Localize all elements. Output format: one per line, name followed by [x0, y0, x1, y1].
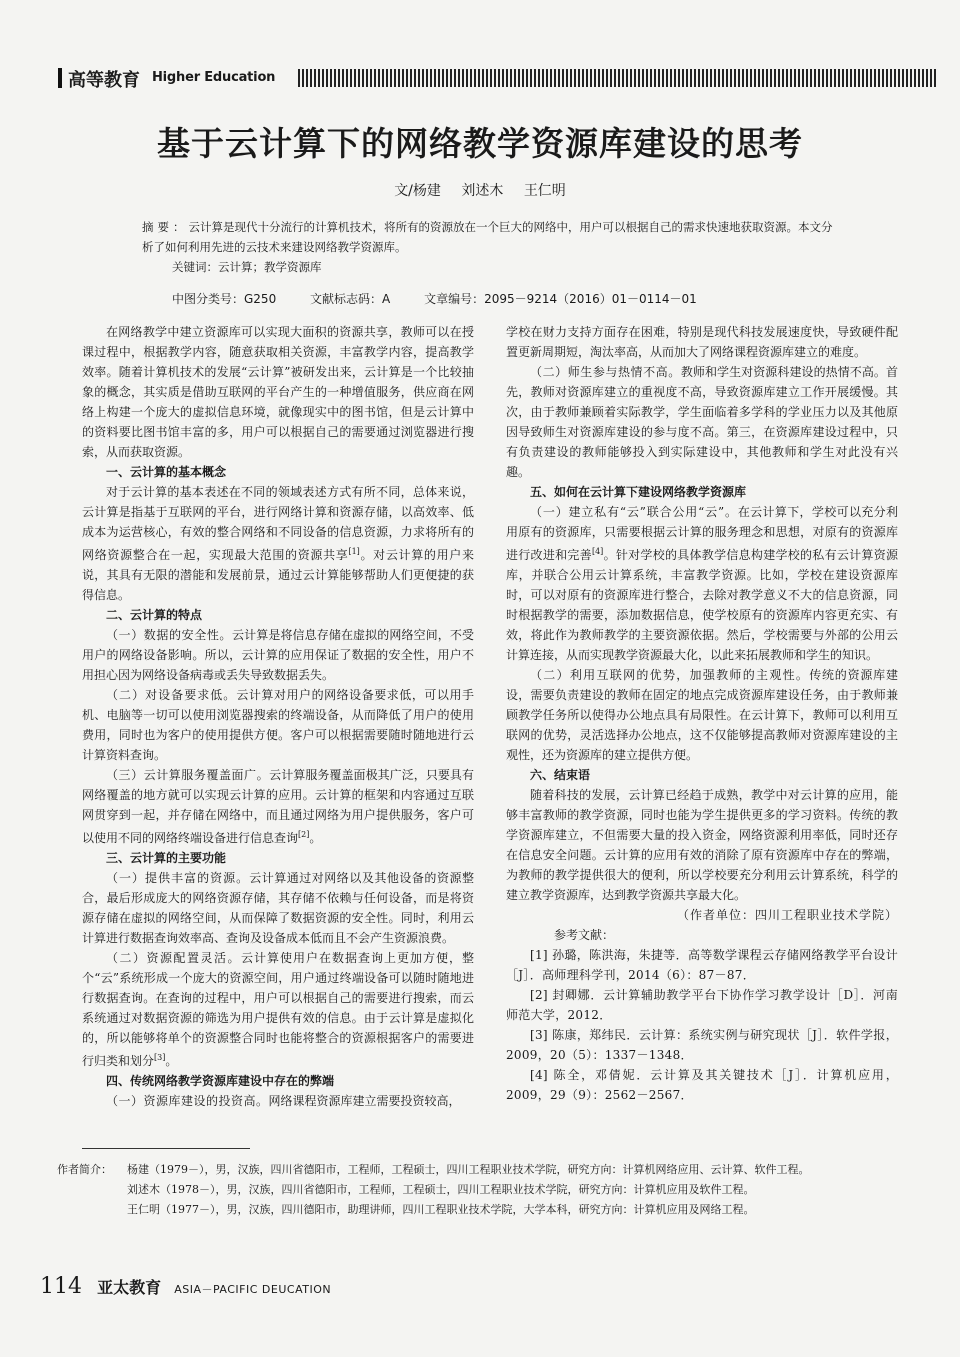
- section-2-heading: 二、云计算的特点: [106, 608, 203, 622]
- header-section-cn: 高等教育: [68, 70, 140, 91]
- conclusion-paragraph: 随着科技的发展，云计算已经趋于成熟，教学中对云计算的应用，能够丰富教师的教学资源，同时也能为学生提供更多的学习资料。传统的教学资源库建立，不但需要大量的投入资金，网络资源利用率低，同时还存在信息安全问题。云计算的应用有效的消除了原有资源库中存在的弊端，为教师的教学提供很大的便利，所以学校要充分利用云计算系统，科学的建立教学资源库，达到教学资源共享最大化。: [506, 788, 898, 902]
- bios-label: 作者简介：: [57, 1163, 112, 1176]
- section-4-heading: 四、传统网络教学资源库建设中存在的弊端: [106, 1074, 335, 1088]
- section-3-item-2: （二）资源配置灵活。云计算使用户在数据查询上更加方便，整个“云”系统形成一个庞大的资源空间，用户通过终端设备可以随时随地进行数据查询。在查询的过程中，用户可以根据自己的需要进行搜索，而云系统通过对数据资源的筛选为用户提供有效的信息。由于云计算是虚拟化的，所以能够将单个的资源整合同时也能将整合的资源根据客户的需要进行归类和划分[3]。: [82, 951, 474, 1068]
- article-number: 文章编号：2095－9214（2016）01－0114－01: [424, 292, 697, 306]
- page-number: 114: [40, 1274, 82, 1299]
- section-2-item-2: （二）对设备要求低。云计算对用户的网络设备要求低，可以用手机、电脑等一切可以使用浏览器搜索的终端设备，从而降低了用户的使用费用，同时也为客户的使用提供方便。客户可以根据需要随时随地进行云计算资料查询。: [82, 688, 474, 762]
- article-meta: [172, 290, 727, 307]
- keywords-text: 云计算；教学资源库: [218, 260, 322, 274]
- section-6-heading: 六、结束语: [530, 768, 591, 782]
- article-title: 基于云计算下的网络教学资源库建设的思考: [157, 124, 803, 163]
- section-2-item-3: （三）云计算服务覆盖面广。云计算服务覆盖面极其广泛，只要具有网络覆盖的地方就可以实现云计算的应用。云计算的框架和内容通过互联网贯穿到一起，并存储在网络中，而且通过网络为用户提供服务，客户可以使用不同的网络终端设备进行信息查询[2]。: [82, 768, 474, 845]
- section-3-item-1: （一）提供丰富的资源。云计算通过对网络以及其他设备的资源整合，最后形成庞大的网络资源存储，其存储不依赖与任何设备，而是将资源存储在虚拟的网络空间，从而保障了数据资源的安全性。同时，利用云计算进行数据查询效率高、查询及设备成本低而且不会产生资源浪费。: [82, 871, 474, 945]
- journal-name-cn: 亚太教育: [97, 1278, 162, 1297]
- authors-line: [0, 180, 960, 200]
- author-3: 王仁明: [523, 183, 566, 199]
- section-4-item-1: （一）资源库建设的投资高。网络课程资源库建立需要投资较高，: [106, 1094, 461, 1108]
- author-1: 文/杨建: [394, 183, 441, 199]
- right-column: [506, 322, 898, 1105]
- author-affiliation: （作者单位：四川工程职业技术学院）: [676, 908, 898, 922]
- section-5-item-2: （二）利用互联网的优势，加强教师的主观性。传统的资源库建设，需要负责建设的教师在固定的地点完成资源库建设任务，由于教师兼顾教学任务所以使得办公地点具有局限性。在云计算下，教师可以利用互联网的优势，灵活选择办公地点，这不仅能够提高教师对资源库建设的主观性，还为资源库的建立提供方便。: [506, 668, 898, 762]
- bio-entry: 刘述木（1978－），男，汉族，四川省德阳市，工程师，工程硕士，四川工程职业技术学院，研究方向：计算机应用及软件工程。: [127, 1183, 755, 1196]
- section-5-item-1: （一）建立私有“云”联合公用“云”。在云计算下，学校可以充分利用原有的资源库，只需要根据云计算的服务理念和思想，对原有的资源库进行改进和完善[4]。针对学校的具体教学信息构建学校的私有云计算资源库，并联合公用云计算系统，丰富教学资源。比如，学校在建设资源库时，可以对原有的资源库进行整合，去除对教学意义不大的信息资源，同时根据教学的需要，添加数据信息，使学校原有的资源库内容更充实、有效，将此作为教师教学的主要资源依据。然后，学校需要与外部的公用云计算连接，从而实现教学资源最大化，以此来拓展教师和学生的知识。: [506, 505, 898, 662]
- keywords: [172, 259, 322, 275]
- header-stripes: [298, 69, 938, 87]
- author-bios: [57, 1160, 917, 1220]
- abstract-text: 云计算是现代十分流行的计算机技术，将所有的资源放在一个巨大的网络中，用户可以根据自己的需求快速地获取资源。本文分析了如何利用先进的云技术来建设网络教学资源库。: [142, 220, 833, 254]
- clc-number: 中图分类号：G250: [172, 292, 277, 306]
- section-5-heading: 五、如何在云计算下建设网络教学资源库: [530, 485, 747, 499]
- reference-item: [4] 陈全，邓倩妮．云计算及其关键技术［J］．计算机应用，2009，29（9）：2562－2567．: [506, 1068, 898, 1102]
- running-header: [58, 66, 938, 90]
- reference-item: [1] 孙璐，陈洪海，朱捷等．高等数学课程云存储网络教学平台设计［J］．高师理科学刊，2014（6）：87－87．: [506, 948, 898, 982]
- section-4-item-2: （二）师生参与热情不高。教师和学生对资源科建设的热情不高。首先，教师对资源库建立的重视度不高，导致资源库建立工作开展缓慢。其次，由于教师兼顾着实际教学，学生面临着多学科的学业压力以及其他原因导致师生对资源库建设的参与度不高。第三，在资源库建设过程中，只有负责建设的教师能够投入到实际建设中，其他教师和学生对此没有兴趣。: [506, 365, 898, 479]
- references-heading: 参考文献：: [554, 928, 615, 942]
- bio-entry: 杨建（1979－），男，汉族，四川省德阳市，工程师，工程硕士，四川工程职业技术学院，研究方向：计算机网络应用、云计算、软件工程。: [127, 1163, 810, 1176]
- header-mark: [58, 68, 62, 88]
- reference-item: [3] 陈康，郑纬民．云计算：系统实例与研究现状［J］．软件学报，2009，20（5）：1337－1348．: [506, 1028, 898, 1062]
- reference-item: [2] 封卿娜．云计算辅助教学平台下协作学习教学设计［D］．河南师范大学，2012．: [506, 988, 898, 1022]
- section-1-heading: 一、云计算的基本概念: [106, 465, 227, 479]
- section-4-continued: 学校在财力支持方面存在困难，特别是现代科技发展速度快，导致硬件配置更新周期短，淘汰率高，从而加大了网络课程资源库建立的难度。: [506, 325, 898, 359]
- intro-paragraph: 在网络教学中建立资源库可以实现大面积的资源共享，教师可以在授课过程中，根据教学内容，随意获取相关资源，丰富教学内容，提高教学效率。随着计算机技术的发展“云计算”被研发出来，云计算是一个比较抽象的概念，其实质是借助互联网的平台产生的一种增值服务，供应商在网络上构建一个庞大的虚拟信息环境，就像现实中的图书馆，但是云计算中的资料要比图书馆丰富的多，用户可以根据自己的需要通过浏览器进行搜索，从而获取资源。: [82, 325, 474, 459]
- header-section-en: Higher Education: [152, 70, 276, 85]
- author-2: 刘述木: [461, 183, 504, 199]
- page-footer: [40, 1274, 331, 1299]
- keywords-label: 关键词：: [172, 260, 218, 274]
- bio-entry: 王仁明（1977－），男，汉族，四川德阳市，助理讲师，四川工程职业技术学院，大学本科，研究方向：计算机应用及网络工程。: [127, 1203, 755, 1216]
- abstract-label: 摘要：: [142, 220, 189, 234]
- document-code: 文献标志码：A: [310, 292, 391, 306]
- section-1-paragraph: 对于云计算的基本表述在不同的领域表述方式有所不同，总体来说，云计算是指基于互联网的平台，进行网络计算和资源存储，以高效率、低成本为运营核心，有效的整合网络和不同设备的信息资源，力求将所有的网络资源整合在一起，实现最大范围的资源共享[1]。对云计算的用户来说，其具有无限的潜能和发展前景，通过云计算能够帮助人们更便捷的获得信息。: [82, 485, 474, 602]
- left-column: [82, 322, 474, 1111]
- footnote-divider: [82, 1148, 250, 1149]
- section-2-item-1: （一）数据的安全性。云计算是将信息存储在虚拟的网络空间，不受用户的网络设备影响。所以，云计算的应用保证了数据的安全性，用户不用担心因为网络设备病毒或丢失导致数据丢失。: [82, 628, 474, 682]
- abstract: [142, 217, 838, 257]
- journal-name-en: ASIA－PACIFIC DEUCATION: [174, 1283, 332, 1296]
- section-3-heading: 三、云计算的主要功能: [106, 851, 227, 865]
